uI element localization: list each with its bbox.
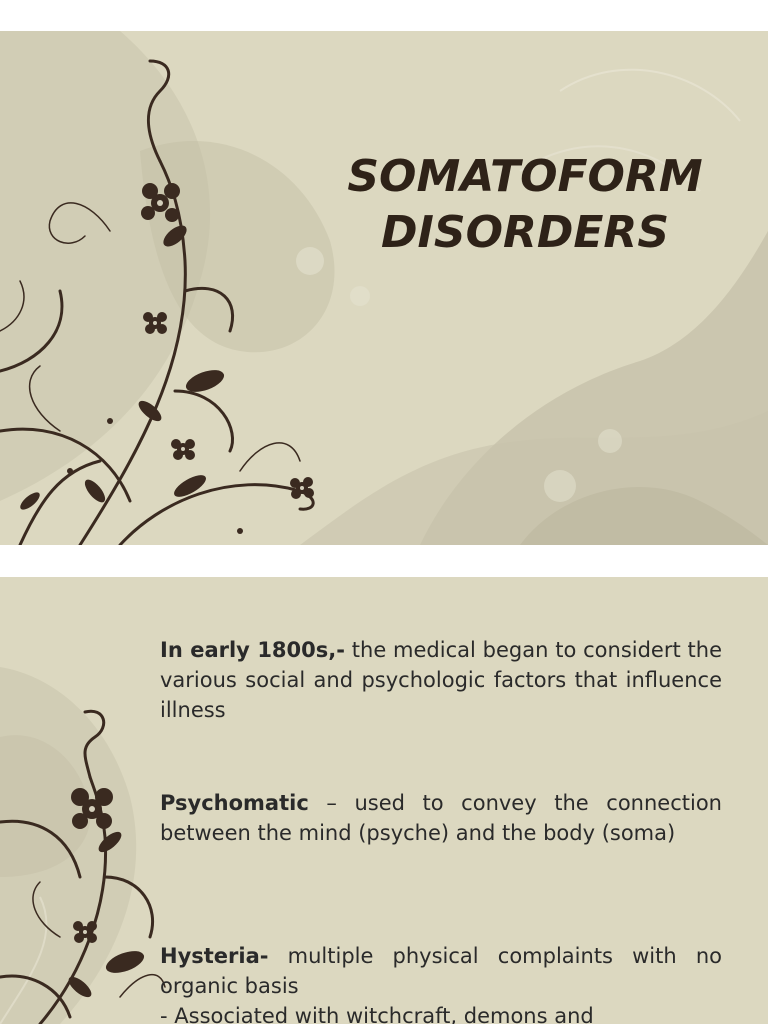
term-psychomatic: Psychomatic bbox=[160, 791, 309, 815]
text-hysteria: multiple physical complaints with no organic basis bbox=[160, 944, 722, 998]
title-line-2: DISORDERS bbox=[380, 207, 670, 258]
text-early-1800s: the medical began to considert the various social and psychologic factors that influence illness bbox=[160, 638, 722, 722]
title-line-1: SOMATOFORM bbox=[347, 151, 703, 202]
paragraph-early-1800s bbox=[160, 635, 722, 725]
term-hysteria: Hysteria- bbox=[160, 944, 269, 968]
bullet-text: Associated with witchcraft, demons and bbox=[174, 1004, 594, 1024]
title-slide bbox=[0, 31, 768, 545]
paragraph-psychomatic bbox=[160, 788, 722, 848]
bullet-witchcraft bbox=[160, 1001, 722, 1024]
content-slide bbox=[0, 577, 768, 1024]
slide-title bbox=[320, 149, 730, 261]
term-early-1800s: In early 1800s,- bbox=[160, 638, 345, 662]
paragraph-hysteria bbox=[160, 941, 722, 1024]
floral-background-art bbox=[0, 31, 768, 545]
text-psychomatic: – used to convey the connection between the mind (psyche) and the body (soma) bbox=[160, 791, 722, 845]
bullet-dash: - bbox=[160, 1004, 175, 1024]
